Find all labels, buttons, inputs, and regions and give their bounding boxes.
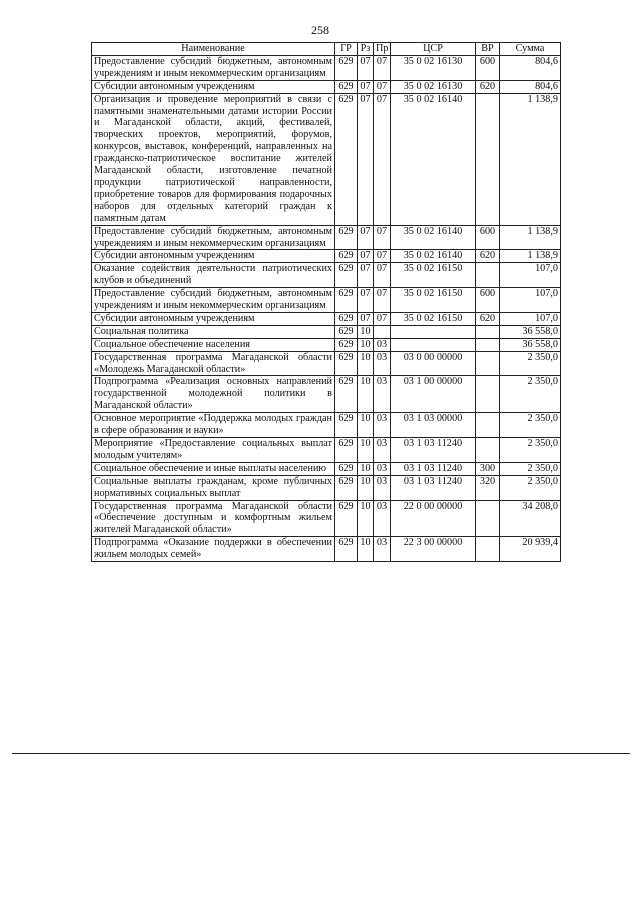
table-row	[92, 500, 561, 537]
cell-rz: 07	[358, 80, 374, 93]
cell-pr: 03	[374, 338, 391, 351]
cell-vr	[476, 325, 500, 338]
cell-csr: 35 0 02 16130	[391, 80, 476, 93]
bottom-divider	[12, 753, 630, 754]
cell-name: Субсидии автономным учреждениям	[92, 312, 335, 325]
cell-sum: 36 558,0	[500, 325, 561, 338]
table-row	[92, 55, 561, 80]
cell-vr: 620	[476, 80, 500, 93]
cell-vr: 320	[476, 475, 500, 500]
cell-rz: 10	[358, 338, 374, 351]
table-row	[92, 438, 561, 463]
cell-pr: 07	[374, 312, 391, 325]
header-pr: Пр	[374, 43, 391, 56]
cell-sum: 2 350,0	[500, 462, 561, 475]
cell-rz: 10	[358, 475, 374, 500]
cell-rz: 07	[358, 55, 374, 80]
cell-vr	[476, 500, 500, 537]
header-vr: ВР	[476, 43, 500, 56]
cell-name: Предоставление субсидий бюджетным, автономным учреждениям и иным некоммерческим организациям	[92, 288, 335, 313]
cell-rz: 07	[358, 250, 374, 263]
cell-gr: 629	[335, 93, 358, 225]
cell-rz: 10	[358, 537, 374, 562]
table-row	[92, 537, 561, 562]
cell-sum: 804,6	[500, 80, 561, 93]
cell-sum: 2 350,0	[500, 376, 561, 413]
cell-pr: 07	[374, 80, 391, 93]
header-name: Наименование	[92, 43, 335, 56]
cell-vr	[476, 351, 500, 376]
table-row	[92, 338, 561, 351]
cell-sum: 20 939,4	[500, 537, 561, 562]
cell-csr: 35 0 02 16150	[391, 312, 476, 325]
cell-name: Оказание содействия деятельности патриотических клубов и объединений	[92, 263, 335, 288]
cell-rz: 07	[358, 93, 374, 225]
cell-csr	[391, 338, 476, 351]
cell-name: Субсидии автономным учреждениям	[92, 80, 335, 93]
cell-pr: 07	[374, 55, 391, 80]
cell-gr: 629	[335, 263, 358, 288]
cell-name: Социальная политика	[92, 325, 335, 338]
cell-rz: 10	[358, 438, 374, 463]
cell-vr: 600	[476, 225, 500, 250]
cell-vr	[476, 93, 500, 225]
cell-vr: 600	[476, 55, 500, 80]
cell-vr	[476, 413, 500, 438]
cell-name: Государственная программа Магаданской области «Обеспечение доступным и комфортным жильем жителей Магаданской области»	[92, 500, 335, 537]
cell-name: Предоставление субсидий бюджетным, автономным учреждениям и иным некоммерческим организациям	[92, 55, 335, 80]
cell-sum: 2 350,0	[500, 413, 561, 438]
header-csr: ЦСР	[391, 43, 476, 56]
cell-sum: 1 138,9	[500, 250, 561, 263]
cell-sum: 2 350,0	[500, 351, 561, 376]
cell-csr: 22 0 00 00000	[391, 500, 476, 537]
header-gr: ГР	[335, 43, 358, 56]
cell-gr: 629	[335, 475, 358, 500]
cell-vr	[476, 376, 500, 413]
cell-csr: 35 0 02 16150	[391, 288, 476, 313]
cell-sum: 2 350,0	[500, 475, 561, 500]
cell-pr: 03	[374, 462, 391, 475]
cell-rz: 07	[358, 312, 374, 325]
cell-rz: 10	[358, 500, 374, 537]
cell-sum: 36 558,0	[500, 338, 561, 351]
cell-pr: 07	[374, 263, 391, 288]
cell-gr: 629	[335, 500, 358, 537]
cell-gr: 629	[335, 438, 358, 463]
cell-vr: 620	[476, 312, 500, 325]
cell-pr: 07	[374, 288, 391, 313]
cell-gr: 629	[335, 312, 358, 325]
cell-name: Организация и проведение мероприятий в связи с памятными знаменательными датами истории России и Магаданской области, акций, фестивалей, творческих проектов, мероприятий, форумов, конкурсов, выставок, конференций, направленных на гражданско-патриотическое воспитание жителей Магаданской области, изготовление печатной продукции патриотической направленности, приобретение товаров для формирования подарочных наборов для отдельных категорий граждан к памятным датам	[92, 93, 335, 225]
header-sum: Сумма	[500, 43, 561, 56]
cell-gr: 629	[335, 250, 358, 263]
cell-name: Мероприятие «Предоставление социальных выплат молодым учителям»	[92, 438, 335, 463]
table-row	[92, 250, 561, 263]
table-header-row	[92, 43, 561, 56]
cell-gr: 629	[335, 376, 358, 413]
cell-name: Социальное обеспечение и иные выплаты населению	[92, 462, 335, 475]
cell-vr: 620	[476, 250, 500, 263]
cell-rz: 10	[358, 325, 374, 338]
cell-pr: 07	[374, 93, 391, 225]
cell-vr	[476, 537, 500, 562]
cell-rz: 10	[358, 462, 374, 475]
cell-rz: 10	[358, 413, 374, 438]
cell-rz: 10	[358, 351, 374, 376]
cell-csr: 03 1 03 11240	[391, 475, 476, 500]
table-row	[92, 80, 561, 93]
cell-pr: 03	[374, 376, 391, 413]
table-row	[92, 376, 561, 413]
table-row	[92, 312, 561, 325]
cell-vr	[476, 263, 500, 288]
cell-name: Субсидии автономным учреждениям	[92, 250, 335, 263]
cell-name: Подпрограмма «Оказание поддержки в обеспечении жильем молодых семей»	[92, 537, 335, 562]
page-number: 258	[311, 23, 329, 37]
cell-name: Государственная программа Магаданской области «Молодежь Магаданской области»	[92, 351, 335, 376]
cell-rz: 07	[358, 263, 374, 288]
cell-sum: 107,0	[500, 263, 561, 288]
cell-gr: 629	[335, 225, 358, 250]
table-body	[92, 55, 561, 561]
table-row	[92, 413, 561, 438]
cell-rz: 10	[358, 376, 374, 413]
table-row	[92, 263, 561, 288]
cell-pr: 03	[374, 500, 391, 537]
cell-pr: 03	[374, 351, 391, 376]
cell-pr	[374, 325, 391, 338]
cell-gr: 629	[335, 351, 358, 376]
cell-sum: 107,0	[500, 288, 561, 313]
cell-csr: 03 1 03 11240	[391, 462, 476, 475]
cell-rz: 07	[358, 288, 374, 313]
cell-rz: 07	[358, 225, 374, 250]
cell-sum: 107,0	[500, 312, 561, 325]
cell-pr: 03	[374, 413, 391, 438]
cell-gr: 629	[335, 462, 358, 475]
table-row	[92, 462, 561, 475]
cell-csr: 03 1 03 00000	[391, 413, 476, 438]
cell-pr: 07	[374, 225, 391, 250]
cell-csr: 35 0 02 16150	[391, 263, 476, 288]
cell-csr: 35 0 02 16140	[391, 250, 476, 263]
cell-sum: 34 208,0	[500, 500, 561, 537]
cell-sum: 2 350,0	[500, 438, 561, 463]
cell-pr: 07	[374, 250, 391, 263]
cell-pr: 03	[374, 537, 391, 562]
cell-vr	[476, 438, 500, 463]
cell-gr: 629	[335, 537, 358, 562]
header-rz: Рз	[358, 43, 374, 56]
cell-gr: 629	[335, 338, 358, 351]
cell-gr: 629	[335, 80, 358, 93]
cell-vr	[476, 338, 500, 351]
table-row	[92, 475, 561, 500]
cell-gr: 629	[335, 55, 358, 80]
cell-name: Основное мероприятие «Поддержка молодых граждан в сфере образования и науки»	[92, 413, 335, 438]
cell-name: Социальное обеспечение населения	[92, 338, 335, 351]
cell-csr: 35 0 02 16140	[391, 225, 476, 250]
cell-sum: 804,6	[500, 55, 561, 80]
cell-name: Предоставление субсидий бюджетным, автономным учреждениям и иным некоммерческим организациям	[92, 225, 335, 250]
cell-csr: 03 1 03 11240	[391, 438, 476, 463]
table-row	[92, 288, 561, 313]
cell-csr: 35 0 02 16130	[391, 55, 476, 80]
table-row	[92, 93, 561, 225]
cell-gr: 629	[335, 413, 358, 438]
cell-name: Социальные выплаты гражданам, кроме публичных нормативных социальных выплат	[92, 475, 335, 500]
cell-csr: 03 0 00 00000	[391, 351, 476, 376]
cell-gr: 629	[335, 288, 358, 313]
cell-vr: 300	[476, 462, 500, 475]
cell-csr: 03 1 00 00000	[391, 376, 476, 413]
budget-table	[91, 42, 561, 562]
cell-sum: 1 138,9	[500, 93, 561, 225]
cell-pr: 03	[374, 475, 391, 500]
cell-gr: 629	[335, 325, 358, 338]
cell-name: Подпрограмма «Реализация основных направлений государственной молодежной политики в Магаданской области»	[92, 376, 335, 413]
table-row	[92, 325, 561, 338]
cell-pr: 03	[374, 438, 391, 463]
cell-csr	[391, 325, 476, 338]
cell-vr: 600	[476, 288, 500, 313]
table-row	[92, 351, 561, 376]
cell-sum: 1 138,9	[500, 225, 561, 250]
cell-csr: 22 3 00 00000	[391, 537, 476, 562]
table-row	[92, 225, 561, 250]
cell-csr: 35 0 02 16140	[391, 93, 476, 225]
